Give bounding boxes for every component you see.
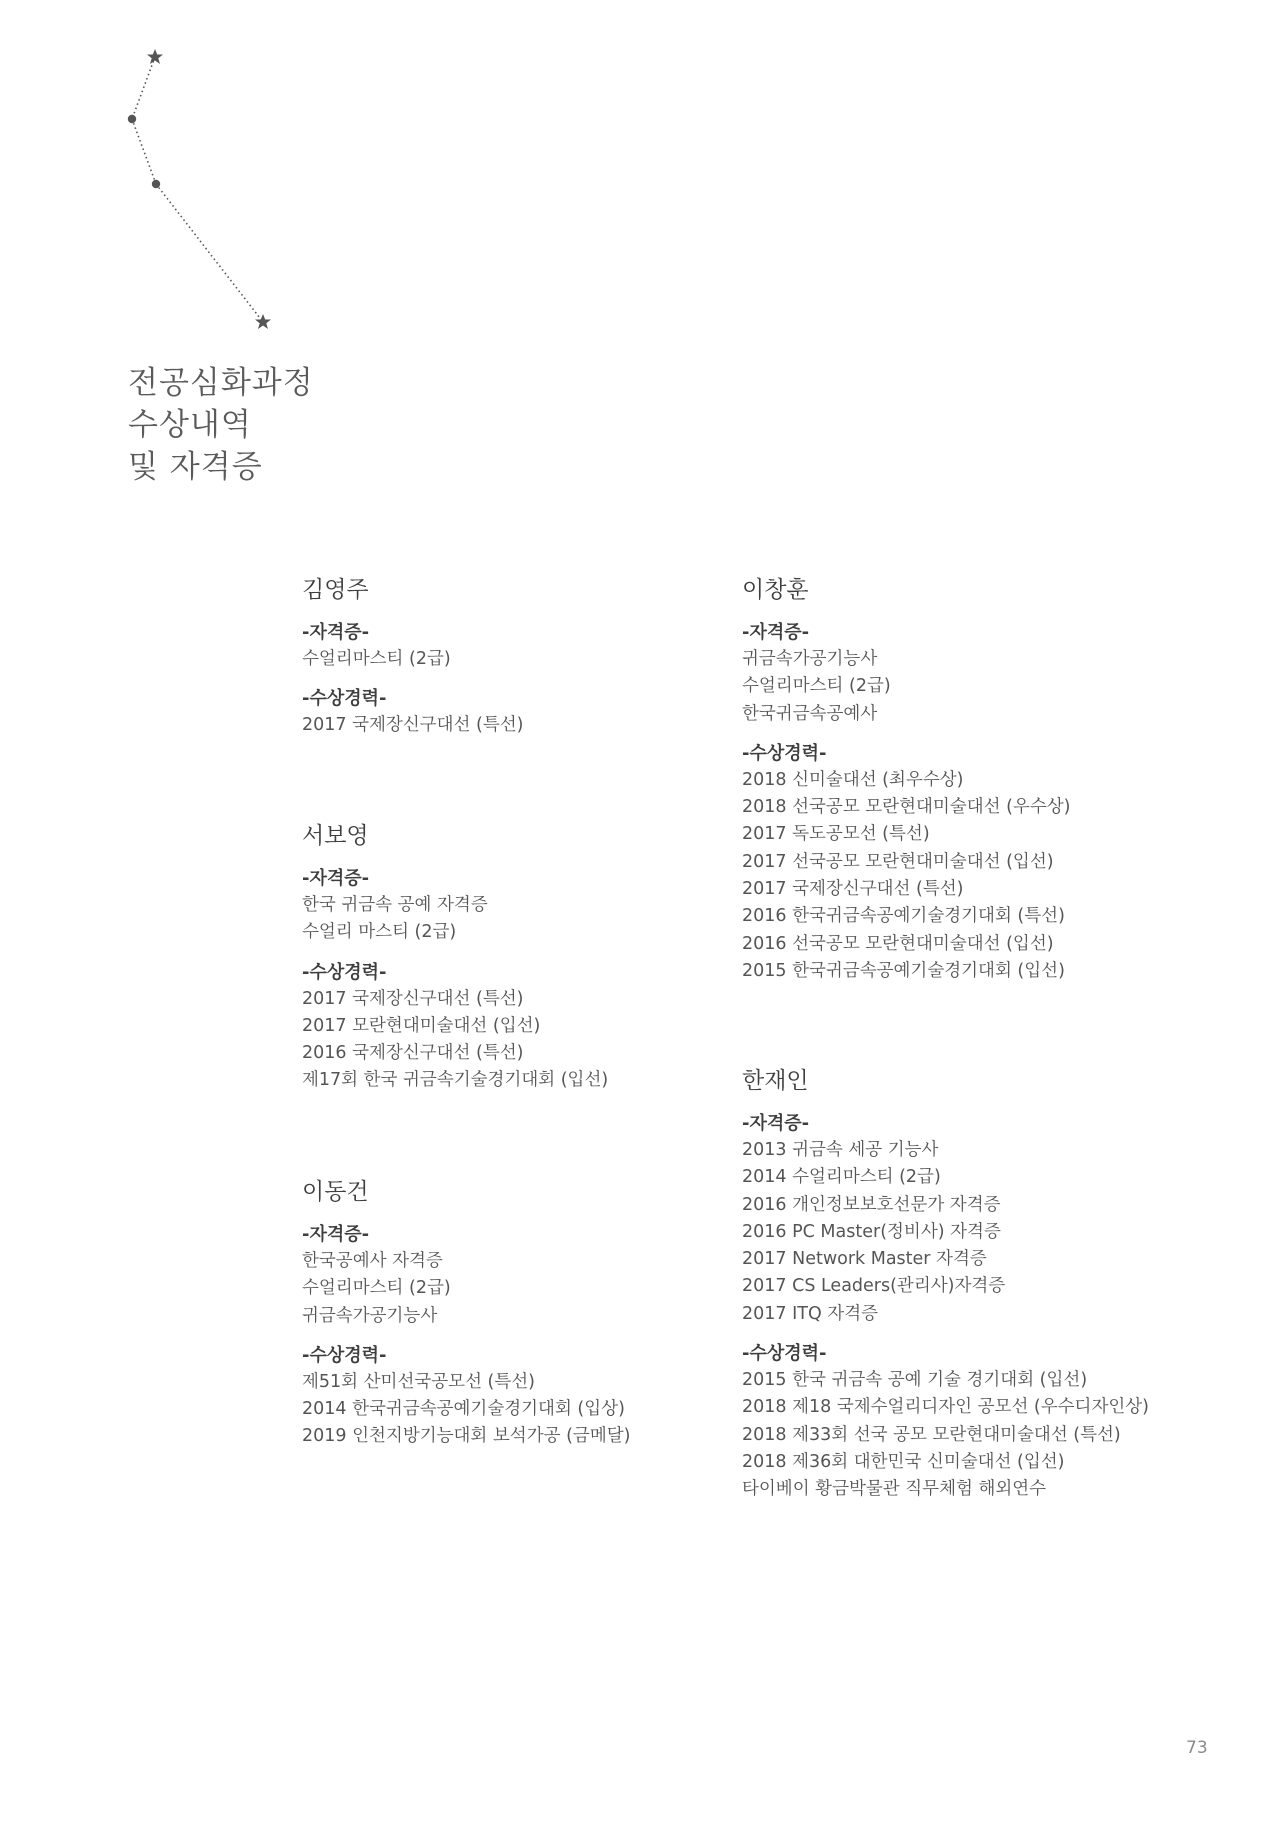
list-item: 2018 제33회 선국 공모 모란현대미술대선 (특선) bbox=[742, 1424, 1121, 1445]
awards-group bbox=[302, 959, 742, 1095]
list-item: 2017 국제장신구대선 (특선) bbox=[742, 879, 964, 900]
awards-heading: -수상경력- bbox=[742, 742, 827, 764]
certificates-list bbox=[742, 646, 1182, 728]
list-item: 수얼리마스티 (2급) bbox=[742, 676, 891, 697]
list-item: 2017 국제장신구대선 (특선) bbox=[302, 715, 524, 736]
person-name: 이동건 bbox=[302, 1179, 369, 1205]
list-item: 2018 제18 국제수얼리디자인 공모선 (우수디자인상) bbox=[742, 1397, 1149, 1418]
dot-icon bbox=[128, 115, 136, 123]
certificates-group bbox=[742, 1110, 1182, 1328]
list-item: 2017 ITQ 자격증 bbox=[742, 1303, 879, 1324]
list-item: 2017 선국공모 모란현대미술대선 (입선) bbox=[742, 851, 1054, 872]
certificates-heading: -자격증- bbox=[742, 1113, 810, 1134]
awards-group bbox=[302, 685, 742, 739]
certificates-group bbox=[302, 619, 742, 673]
person-name: 한재인 bbox=[742, 1068, 809, 1094]
certificates-heading: -자격증- bbox=[302, 868, 370, 889]
list-item: 2018 신미술대선 (최우수상) bbox=[742, 769, 964, 790]
list-item: 2013 귀금속 세공 기능사 bbox=[742, 1140, 939, 1160]
awards-group bbox=[302, 1342, 742, 1451]
person-lee-donggeon bbox=[302, 1177, 742, 1463]
awards-heading: -수상경력- bbox=[302, 688, 387, 710]
certificates-list bbox=[302, 892, 742, 947]
list-item: 2016 개인정보보호선문가 자격증 bbox=[742, 1194, 1001, 1215]
list-item: 수얼리 마스티 (2급) bbox=[302, 922, 457, 943]
list-item: 2018 제36회 대한민국 신미술대선 (입선) bbox=[742, 1451, 1065, 1472]
awards-list bbox=[302, 986, 742, 1095]
list-item: 귀금속가공기능사 bbox=[742, 649, 878, 669]
list-item: 2014 한국귀금속공예기술경기대회 (입상) bbox=[302, 1399, 625, 1420]
list-item: 2016 PC Master(정비사) 자격증 bbox=[742, 1221, 1001, 1242]
awards-list bbox=[302, 712, 742, 739]
list-item: 2016 한국귀금속공예기술경기대회 (특선) bbox=[742, 906, 1065, 927]
awards-heading: -수상경력- bbox=[302, 1344, 387, 1366]
list-item: 2015 한국귀금속공예기술경기대회 (입선) bbox=[742, 960, 1065, 981]
star-icon bbox=[255, 314, 271, 329]
awards-heading: -수상경력- bbox=[742, 1343, 827, 1365]
list-item: 2015 한국 귀금속 공예 기술 경기대회 (입선) bbox=[742, 1370, 1088, 1391]
list-item: 2017 Network Master 자격증 bbox=[742, 1249, 987, 1270]
list-item: 타이베이 황금박물관 직무체험 해외연수 bbox=[742, 1479, 1047, 1500]
list-item: 2017 모란현대미술대선 (입선) bbox=[302, 1015, 541, 1036]
certificates-group bbox=[302, 1221, 742, 1330]
list-item: 제51회 산미선국공모선 (특선) bbox=[302, 1371, 536, 1392]
certificates-list bbox=[742, 1137, 1182, 1328]
certificates-group bbox=[302, 865, 742, 947]
list-item: 수얼리마스티 (2급) bbox=[302, 1278, 451, 1299]
person-seo-boyoung bbox=[302, 821, 742, 1107]
awards-group bbox=[742, 740, 1182, 985]
awards-group bbox=[742, 1340, 1182, 1503]
list-item: 제17회 한국 귀금속기술경기대회 (입선) bbox=[302, 1070, 609, 1091]
list-item: 2018 선국공모 모란현대미술대선 (우수상) bbox=[742, 797, 1071, 818]
page-number: 73 bbox=[1186, 1738, 1208, 1758]
person-han-jaein bbox=[742, 1066, 1182, 1516]
list-item: 2017 CS Leaders(관리사)자격증 bbox=[742, 1276, 1006, 1297]
list-item: 귀금속가공기능사 bbox=[302, 1305, 438, 1326]
person-name: 서보영 bbox=[302, 823, 369, 849]
list-item: 한국공예사 자격증 bbox=[302, 1251, 443, 1271]
list-item: 2016 국제장신구대선 (특선) bbox=[302, 1043, 524, 1064]
list-item: 2014 수얼리마스티 (2급) bbox=[742, 1167, 941, 1188]
list-item: 수얼리마스티 (2급) bbox=[302, 649, 451, 669]
person-name: 이창훈 bbox=[742, 577, 809, 603]
star-icon bbox=[147, 49, 163, 64]
certificates-group bbox=[742, 619, 1182, 728]
section-title-line: 및 자격증 bbox=[128, 449, 263, 485]
certificates-heading: -자격증- bbox=[742, 622, 810, 643]
section-title-line: 전공심화과정 bbox=[128, 365, 314, 401]
constellation-decoration bbox=[0, 0, 320, 360]
certificates-heading: -자격증- bbox=[302, 1224, 370, 1245]
awards-heading: -수상경력- bbox=[302, 961, 387, 983]
section-title bbox=[128, 362, 314, 488]
certificates-list bbox=[302, 646, 742, 673]
awards-list bbox=[302, 1369, 742, 1451]
certificates-list bbox=[302, 1248, 742, 1330]
person-name: 김영주 bbox=[302, 577, 369, 603]
list-item: 한국 귀금속 공예 자격증 bbox=[302, 895, 488, 915]
certificates-heading: -자격증- bbox=[302, 622, 370, 643]
list-item: 2016 선국공모 모란현대미술대선 (입선) bbox=[742, 933, 1054, 954]
list-item: 2019 인천지방기능대회 보석가공 (금메달) bbox=[302, 1426, 631, 1447]
list-item: 2017 독도공모선 (특선) bbox=[742, 824, 930, 845]
person-lee-changhoon bbox=[742, 575, 1182, 997]
dot-icon bbox=[152, 180, 160, 188]
person-kim-youngju bbox=[302, 575, 742, 752]
section-title-line: 수상내역 bbox=[128, 407, 252, 443]
awards-list bbox=[742, 1367, 1182, 1503]
list-item: 2017 국제장신구대선 (특선) bbox=[302, 988, 524, 1009]
list-item: 한국귀금속공예사 bbox=[742, 703, 878, 724]
awards-list bbox=[742, 767, 1182, 985]
